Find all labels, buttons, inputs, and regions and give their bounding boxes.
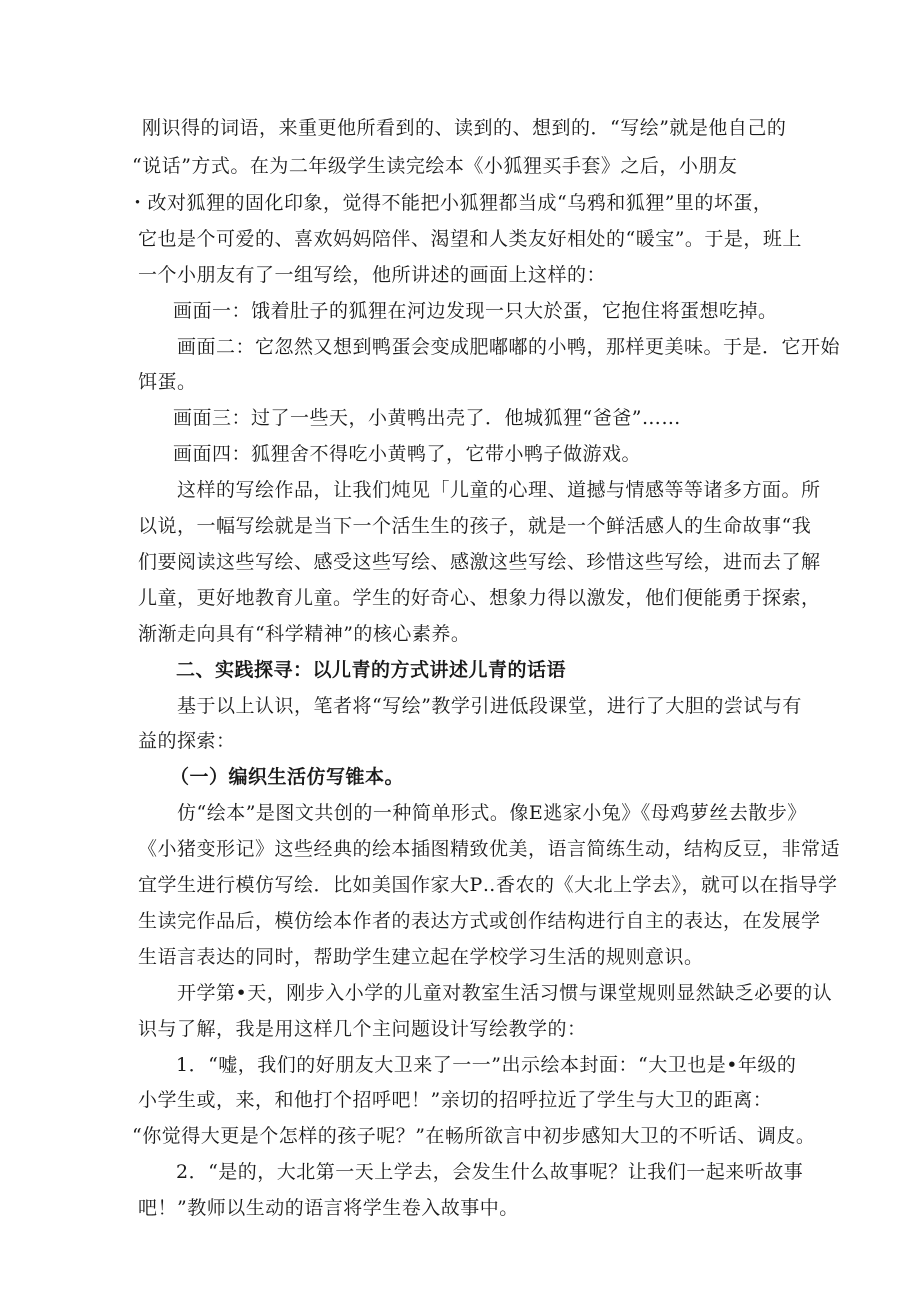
text-line: 生语言表达的同时，帮助学生建立起在学校学习生活的规则意识。: [138, 946, 704, 968]
text-line: “说话”方式。在为二年级学生读完绘本《小狐狸买手套》之后，小朋友: [132, 155, 738, 177]
text-line: 仿“绘本”是图文共创的一种简单形式。像E逃家小兔》《母鸡萝丝去散步》: [177, 802, 807, 824]
text-line: 益的探索：: [138, 730, 236, 752]
text-line: 们要阅读这些写绘、感受这些写绘、感激这些写绘、珍惜这些写绘，进而去了解: [138, 551, 821, 573]
text-line: 宜学生进行模仿写绘．比如美国作家大P‥香农的《大北上学去》，就可以在指导学: [138, 874, 838, 896]
text-line: 画面二：它忽然又想到鸭蛋会变成肥嘟嘟的小鸭，那样更美味。于是．它开始: [177, 336, 841, 358]
text-line: 画面一：饿着肚子的狐狸在河边发现一只大於蛋，它抱住将蛋想吃掉。: [173, 300, 778, 322]
text-line: 画面四：狐狸舍不得吃小黄鸭了，它带小鸭子做游戏。: [173, 443, 642, 465]
text-line: 这样的写绘作品，让我们炖见「儿童的心理、道撼与情感等等诸多方面。所: [177, 479, 821, 501]
text-line: 1．“嘘，我们的好朋友大卫来了一一”出示绘本封面：“大卫也是•年级的: [176, 1054, 797, 1076]
text-line: 识与了解，我是用这样几个主问题设计写绘教学的：: [138, 1018, 587, 1040]
section-heading: 二、实践探寻：以儿青的方式讲述儿青的话语: [176, 659, 567, 681]
text-line: “你觉得大更是个怎样的孩子呢？”在畅所欲言中初步感知大卫的不听话、调皮。: [132, 1125, 816, 1147]
text-line: 一个小朋友有了一组写绘，他所讲述的画面上这样的：: [138, 264, 607, 286]
text-line: ・改对狐狸的固化印象，觉得不能把小狐狸都当成“乌鸦和狐狸”里的坏蛋，: [128, 192, 773, 214]
text-line: 2．“是的，大北第一天上学去，会发生什么故事呢？让我们一起来听故事: [176, 1161, 804, 1183]
text-line: 画面三：过了一些天，小黄鸭出壳了．他城狐狸“爸爸”……: [173, 407, 681, 429]
text-line: 以说，一幅写绘就是当下一个活生生的孩子，就是一个鲜活感人的生命故事“我: [138, 515, 812, 537]
subsection-heading: （一）编织生活仿写锥本。: [170, 766, 405, 788]
text-line: 生读完作品后，模仿绘本作者的表达方式或创作结构进行自主的表达，在发展学: [138, 910, 821, 932]
text-line: 开学第•天，刚步入小学的儿童对教室生活习惯与课堂规则显然缺乏必要的认: [177, 982, 833, 1004]
text-line: 刚识得的词语，来重更他所看到的、读到的、想到的．“写绘”就是他自己的: [142, 117, 787, 139]
text-line: 它也是个可爱的、喜欢妈妈陪伴、渴望和人类友好相处的“暖宝”。于是，班上: [138, 228, 802, 250]
text-line: 基于以上认识，笔者将“写绘”教学引进低段课堂，进行了大胆的尝试与有: [177, 695, 802, 717]
text-line: 《小猪变形记》这些经典的绘本插图精致优美，语言简练生动，结构反豆，非常适: [138, 838, 841, 860]
text-line: 儿童，更好地教育儿童。学生的好奇心、想象力得以激发，他们便能勇于探索，: [138, 587, 821, 609]
text-line: 小学生或，来，和他打个招呼吧！”亲切的招呼拉近了学生与大卫的距离：: [138, 1089, 773, 1111]
text-line: 吧！”教师以生动的语言将学生卷入故事中。: [138, 1197, 519, 1219]
text-line: 渐渐走向具有“科学精神”的核心素养。: [138, 623, 471, 645]
text-line: 饵蛋。: [138, 371, 197, 393]
